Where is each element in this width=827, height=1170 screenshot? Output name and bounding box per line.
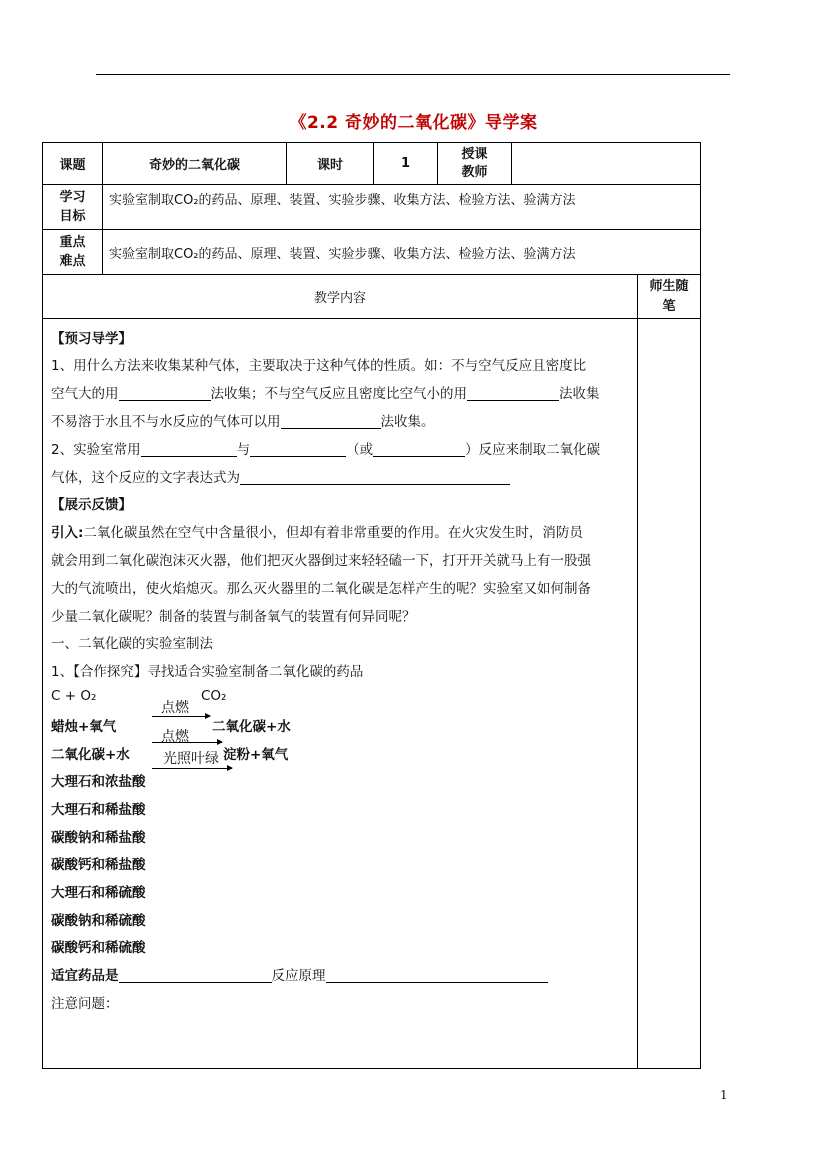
key-label: 重点 难点	[43, 230, 103, 275]
pair-item: 碳酸钙和稀硫酸	[51, 940, 146, 956]
pair-item: 碳酸钠和稀硫酸	[51, 913, 146, 929]
notes-label: 师生随 笔	[638, 275, 701, 319]
q1-line-a: 1、用什么方法来收集某种气体，主要取决于这种气体的性质。如：不与空气反应且密度比	[51, 358, 587, 374]
intro-line-1: 引入:二氧化碳虽然在空气中含量很小，但却有着非常重要的作用。在火灾发生时，消防员	[51, 525, 583, 541]
blank-water[interactable]	[281, 414, 381, 429]
reaction-1-left: C + O₂	[51, 688, 97, 704]
blank-equation[interactable]	[240, 470, 510, 485]
intro-line-4: 少量二氧化碳呢？制备的装置与制备氧气的装置有何异同呢？	[51, 609, 416, 625]
blank-upward-air[interactable]	[467, 386, 559, 401]
reaction-3-condition: 光照叶绿	[161, 748, 221, 768]
conclusion-line: 适宜药品是 反应原理	[51, 964, 548, 984]
feedback-heading: 【展示反馈】	[51, 497, 132, 513]
hours-label: 课时	[287, 143, 374, 185]
content-label: 教学内容	[43, 275, 638, 319]
reaction-3-right: 淀粉+氧气	[223, 747, 289, 763]
q1-line-c: 不易溶于水且不与水反应的气体可以用 法收集。	[51, 414, 435, 430]
pair-item: 碳酸钙和稀盐酸	[51, 857, 146, 873]
topic-value: 奇妙的二氧化碳	[103, 143, 287, 185]
reaction-1-condition: 点燃	[161, 700, 189, 716]
pair-item: 碳酸钠和稀盐酸	[51, 830, 146, 846]
goal-text: 实验室制取CO₂的药品、原理、装置、实验步骤、收集方法、检验方法、验满方法	[103, 185, 701, 230]
header-rule	[96, 74, 730, 75]
preview-heading: 【预习导学】	[51, 331, 132, 347]
q2-line-a: 2、实验室常用 与 （或 ）反应来制取二氧化碳	[51, 442, 601, 458]
blank-reagent-1[interactable]	[141, 442, 237, 457]
key-text: 实验室制取CO₂的药品、原理、装置、实验步骤、收集方法、检验方法、验满方法	[103, 230, 701, 275]
notes-prompt: 注意问题：	[51, 996, 119, 1012]
intro-line-3: 大的气流喷出，使火焰熄灭。那么灭火器里的二氧化碳是怎样产生的呢？实验室又如何制备	[51, 581, 591, 597]
topic-label: 课题	[43, 143, 103, 185]
q1-line-b: 空气大的用 法收集；不与空气反应且密度比空气小的用 法收集	[51, 386, 600, 402]
reaction-1-right: CO₂	[201, 688, 227, 704]
blank-suitable[interactable]	[119, 968, 272, 983]
reaction-1-arrow	[152, 716, 210, 717]
page-number: 1	[720, 1088, 728, 1102]
goal-label: 学习 目标	[43, 185, 103, 230]
notes-cell	[638, 319, 701, 1069]
reaction-2-left: 蜡烛+氧气	[51, 719, 117, 735]
pair-item: 大理石和稀盐酸	[51, 802, 146, 818]
content-cell	[43, 319, 638, 1069]
q2-line-b: 气体，这个反应的文字表达式为	[51, 466, 510, 486]
page-title: 《2.2 奇妙的二氧化碳》导学案	[289, 113, 538, 133]
intro-line-2: 就会用到二氧化碳泡沫灭火器，他们把灭火器倒过来轻轻磕一下，打开开关就马上有一股强	[51, 553, 591, 569]
reaction-3-left: 二氧化碳+水	[51, 747, 130, 763]
pair-item: 大理石和稀硫酸	[51, 885, 146, 901]
blank-downward-air[interactable]	[119, 386, 211, 401]
teacher-value	[512, 143, 701, 185]
reaction-2-condition: 点燃	[161, 729, 189, 745]
reaction-3-arrow	[152, 768, 232, 769]
reaction-2-right: 二氧化碳+水	[212, 719, 291, 735]
blank-reagent-2[interactable]	[250, 442, 346, 457]
blank-principle[interactable]	[326, 968, 548, 983]
explore-line: 1、【合作探究】寻找适合实验室制备二氧化碳的药品	[51, 664, 364, 680]
reaction-2-arrow	[152, 742, 222, 743]
hours-value: 1	[374, 143, 438, 185]
section-1-heading: 一、二氧化碳的实验室制法	[51, 636, 213, 652]
pair-item: 大理石和浓盐酸	[51, 774, 146, 790]
teacher-label: 授课 教师	[438, 143, 512, 185]
blank-reagent-3[interactable]	[373, 442, 465, 457]
